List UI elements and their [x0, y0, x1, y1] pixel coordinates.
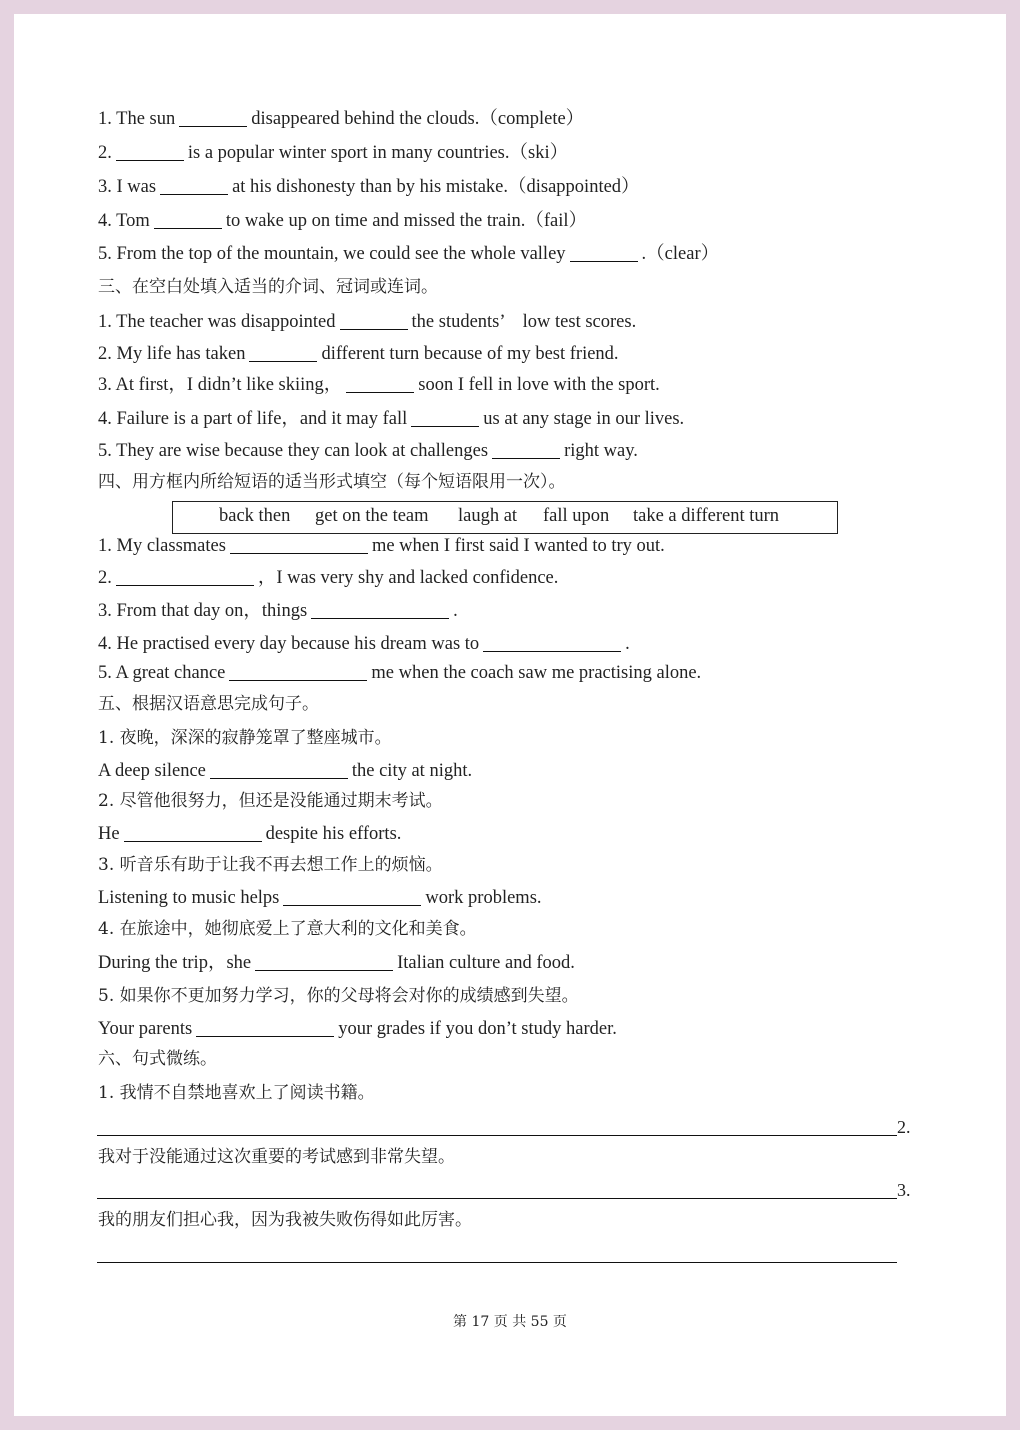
part5-item-5: Your parents your grades if you don’t study harder.: [98, 1019, 617, 1039]
answer-blank[interactable]: [283, 904, 421, 906]
part2-item-3: 3. I was at his dishonesty than by his mistake.（disappointed）: [98, 177, 640, 197]
answer-blank[interactable]: [340, 328, 408, 330]
part6-title: 六、句式微练。: [98, 1049, 217, 1069]
part2-item-4: 4. Tom to wake up on time and missed the train.（fail）: [98, 211, 588, 231]
part5-item-3: Listening to music helps work problems.: [98, 888, 542, 908]
answer-blank[interactable]: [160, 193, 228, 195]
answer-blank[interactable]: [116, 584, 254, 586]
answer-blank[interactable]: [411, 425, 479, 427]
part2-item-5: 5. From the top of the mountain, we could see the whole valley .（clear）: [98, 244, 720, 264]
part2-item-1: 1. The sun disappeared behind the clouds.（complete）: [98, 109, 585, 129]
answer-blank[interactable]: [124, 840, 262, 842]
answer-blank[interactable]: [483, 650, 621, 652]
answer-blank[interactable]: [346, 391, 414, 393]
answer-blank[interactable]: [196, 1035, 334, 1037]
part4-item-4: 4. He practised every day because his dream was to .: [98, 634, 630, 654]
writing-line-1[interactable]: [97, 1135, 897, 1136]
answer-blank[interactable]: [311, 617, 449, 619]
part6-cn-2: 我对于没能通过这次重要的考试感到非常失望。: [98, 1147, 455, 1167]
part3-item-5: 5. They are wise because they can look at challenges right way.: [98, 441, 638, 461]
part4-item-2: 2. ，I was very shy and lacked confidence.: [98, 568, 559, 588]
part5-cn-2: 2. 尽管他很努力，但还是没能通过期末考试。: [98, 791, 443, 811]
part6-cn-3: 我的朋友们担心我，因为我被失败伤得如此厉害。: [98, 1210, 472, 1230]
answer-blank[interactable]: [230, 552, 368, 554]
answer-blank[interactable]: [179, 125, 247, 127]
answer-blank[interactable]: [210, 777, 348, 779]
part4-item-5: 5. A great chance me when the coach saw me practising alone.: [98, 663, 702, 683]
writing-line-2[interactable]: [97, 1198, 897, 1199]
phrase: take a different turn: [633, 506, 780, 526]
part5-item-1: A deep silence the city at night.: [98, 761, 473, 781]
answer-blank[interactable]: [249, 360, 317, 362]
page-footer: 第 17 页 共 55 页: [453, 1314, 567, 1330]
part5-title: 五、根据汉语意思完成句子。: [98, 694, 319, 714]
part3-item-2: 2. My life has taken different turn because of my best friend.: [98, 344, 619, 364]
part2-item-2: 2. is a popular winter sport in many countries.（ski）: [98, 143, 569, 163]
writing-line-3[interactable]: [97, 1262, 897, 1263]
phrase-box: [172, 501, 838, 534]
part5-item-2: He despite his efforts.: [98, 824, 402, 844]
answer-blank[interactable]: [229, 679, 367, 681]
part4-item-1: 1. My classmates me when I first said I wanted to try out.: [98, 536, 665, 556]
part6-cn-1: 1. 我情不自禁地喜欢上了阅读书籍。: [98, 1083, 375, 1103]
part5-cn-1: 1. 夜晚，深深的寂静笼罩了整座城市。: [98, 728, 392, 748]
answer-blank[interactable]: [154, 227, 222, 229]
phrase: fall upon: [543, 506, 610, 526]
part3-item-3: 3. At first，I didn’t like skiing， soon I fell in love with the sport.: [98, 375, 660, 395]
phrase: back then: [219, 506, 291, 526]
answer-blank[interactable]: [570, 260, 638, 262]
part3-item-4: 4. Failure is a part of life，and it may fall us at any stage in our lives.: [98, 409, 685, 429]
part4-item-3: 3. From that day on，things .: [98, 601, 458, 621]
answer-blank[interactable]: [255, 969, 393, 971]
part6-num-2: 2.: [897, 1117, 911, 1137]
part3-title: 三、在空白处填入适当的介词、冠词或连词。: [98, 277, 438, 297]
phrase: laugh at: [458, 506, 518, 526]
part5-cn-4: 4. 在旅途中，她彻底爱上了意大利的文化和美食。: [98, 919, 477, 939]
answer-blank[interactable]: [116, 159, 184, 161]
part3-item-1: 1. The teacher was disappointed the students’ low test scores.: [98, 312, 637, 332]
phrase: get on the team: [315, 506, 429, 526]
answer-blank[interactable]: [492, 457, 560, 459]
part5-cn-5: 5. 如果你不更加努力学习，你的父母将会对你的成绩感到失望。: [98, 986, 579, 1006]
part4-title: 四、用方框内所给短语的适当形式填空（每个短语限用一次）。: [98, 472, 566, 492]
part5-item-4: During the trip，she Italian culture and food.: [98, 953, 575, 973]
part5-cn-3: 3. 听音乐有助于让我不再去想工作上的烦恼。: [98, 855, 443, 875]
part6-num-3: 3.: [897, 1180, 911, 1200]
